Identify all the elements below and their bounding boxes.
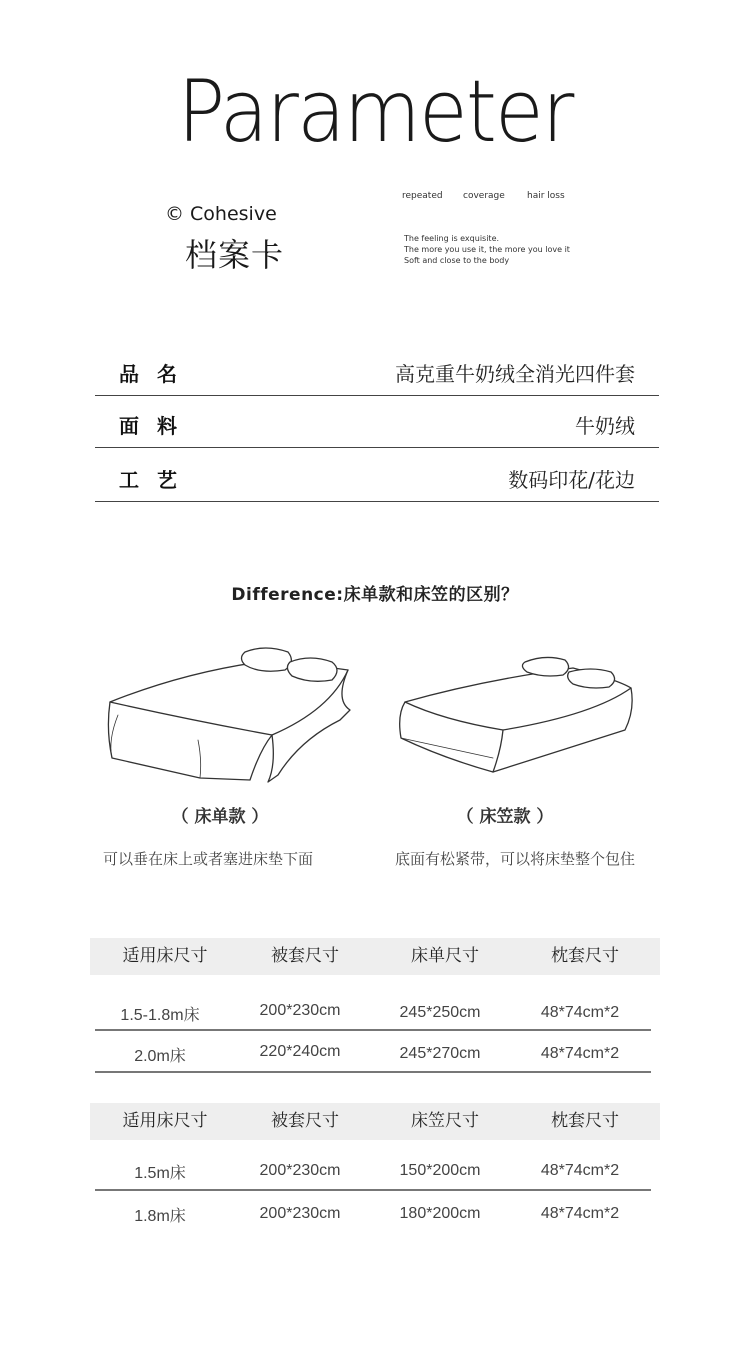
table-cell: 180*200cm [399,1205,481,1222]
table-cell: 48*74cm*2 [540,1004,620,1021]
table-cell: 200*230cm [259,1205,341,1222]
description-line: The feeling is exquisite. [404,234,500,243]
column-header: 床单尺寸 [411,946,479,966]
info-row-name [95,343,659,396]
flat-sheet-description: 可以垂在床上或者塞进床垫下面 [103,850,314,868]
row-divider [95,1029,651,1031]
fitted-sheet-caption: （ 床笠款 ） [456,807,554,827]
table-cell: 200*230cm [259,1162,341,1179]
table-cell: 1.5m床 [134,1165,186,1182]
description-line: The more you use it, the more you love it [404,245,570,254]
column-header: 被套尺寸 [271,946,339,966]
info-value: 数码印花/花边 [508,468,635,492]
info-row-fabric [95,395,659,448]
size-table-2-header [90,1103,660,1140]
table-cell: 200*230cm [259,1002,341,1019]
info-row-craft [95,449,659,502]
info-value: 牛奶绒 [575,414,635,438]
table-cell: 1.8m床 [134,1208,186,1225]
table-cell: 48*74cm*2 [540,1162,620,1179]
column-header: 被套尺寸 [271,1111,339,1131]
tag-hair-loss: hair loss [527,191,565,201]
difference-title: Difference:床单款和床笠的区别？ [231,585,519,605]
table-cell: 48*74cm*2 [540,1045,620,1062]
brand-subtitle: 档案卡 [185,236,285,274]
table-cell: 245*250cm [399,1004,481,1021]
page-title: Parameter [177,62,573,162]
info-label: 面料 [119,414,195,438]
table-cell: 220*240cm [259,1043,341,1060]
column-header: 枕套尺寸 [551,1111,619,1131]
flat-sheet-bed-illustration [100,640,360,790]
info-value: 高克重牛奶绒全消光四件套 [395,362,635,386]
info-label: 工艺 [119,468,195,492]
table-cell: 2.0m床 [134,1048,186,1065]
tag-repeated: repeated [402,191,443,201]
fitted-sheet-description: 底面有松紧带，可以将床垫整个包住 [395,850,636,868]
table-cell: 48*74cm*2 [540,1205,620,1222]
flat-sheet-caption: （ 床单款 ） [171,807,269,827]
column-header: 适用床尺寸 [122,1111,208,1131]
table-cell: 150*200cm [399,1162,481,1179]
size-table-1-header [90,938,660,975]
table-cell: 1.5-1.8m床 [120,1007,200,1024]
description-line: Soft and close to the body [404,256,510,265]
table-cell: 245*270cm [399,1045,481,1062]
column-header: 适用床尺寸 [122,946,208,966]
column-header: 枕套尺寸 [551,946,619,966]
brand-name: © Cohesive [165,203,277,225]
info-label: 品名 [119,362,195,386]
row-divider [95,1071,651,1073]
description [404,233,570,266]
row-divider [95,1189,651,1191]
column-header: 床笠尺寸 [411,1111,479,1131]
tag-coverage: coverage [463,191,505,201]
fitted-sheet-bed-illustration [393,640,643,790]
